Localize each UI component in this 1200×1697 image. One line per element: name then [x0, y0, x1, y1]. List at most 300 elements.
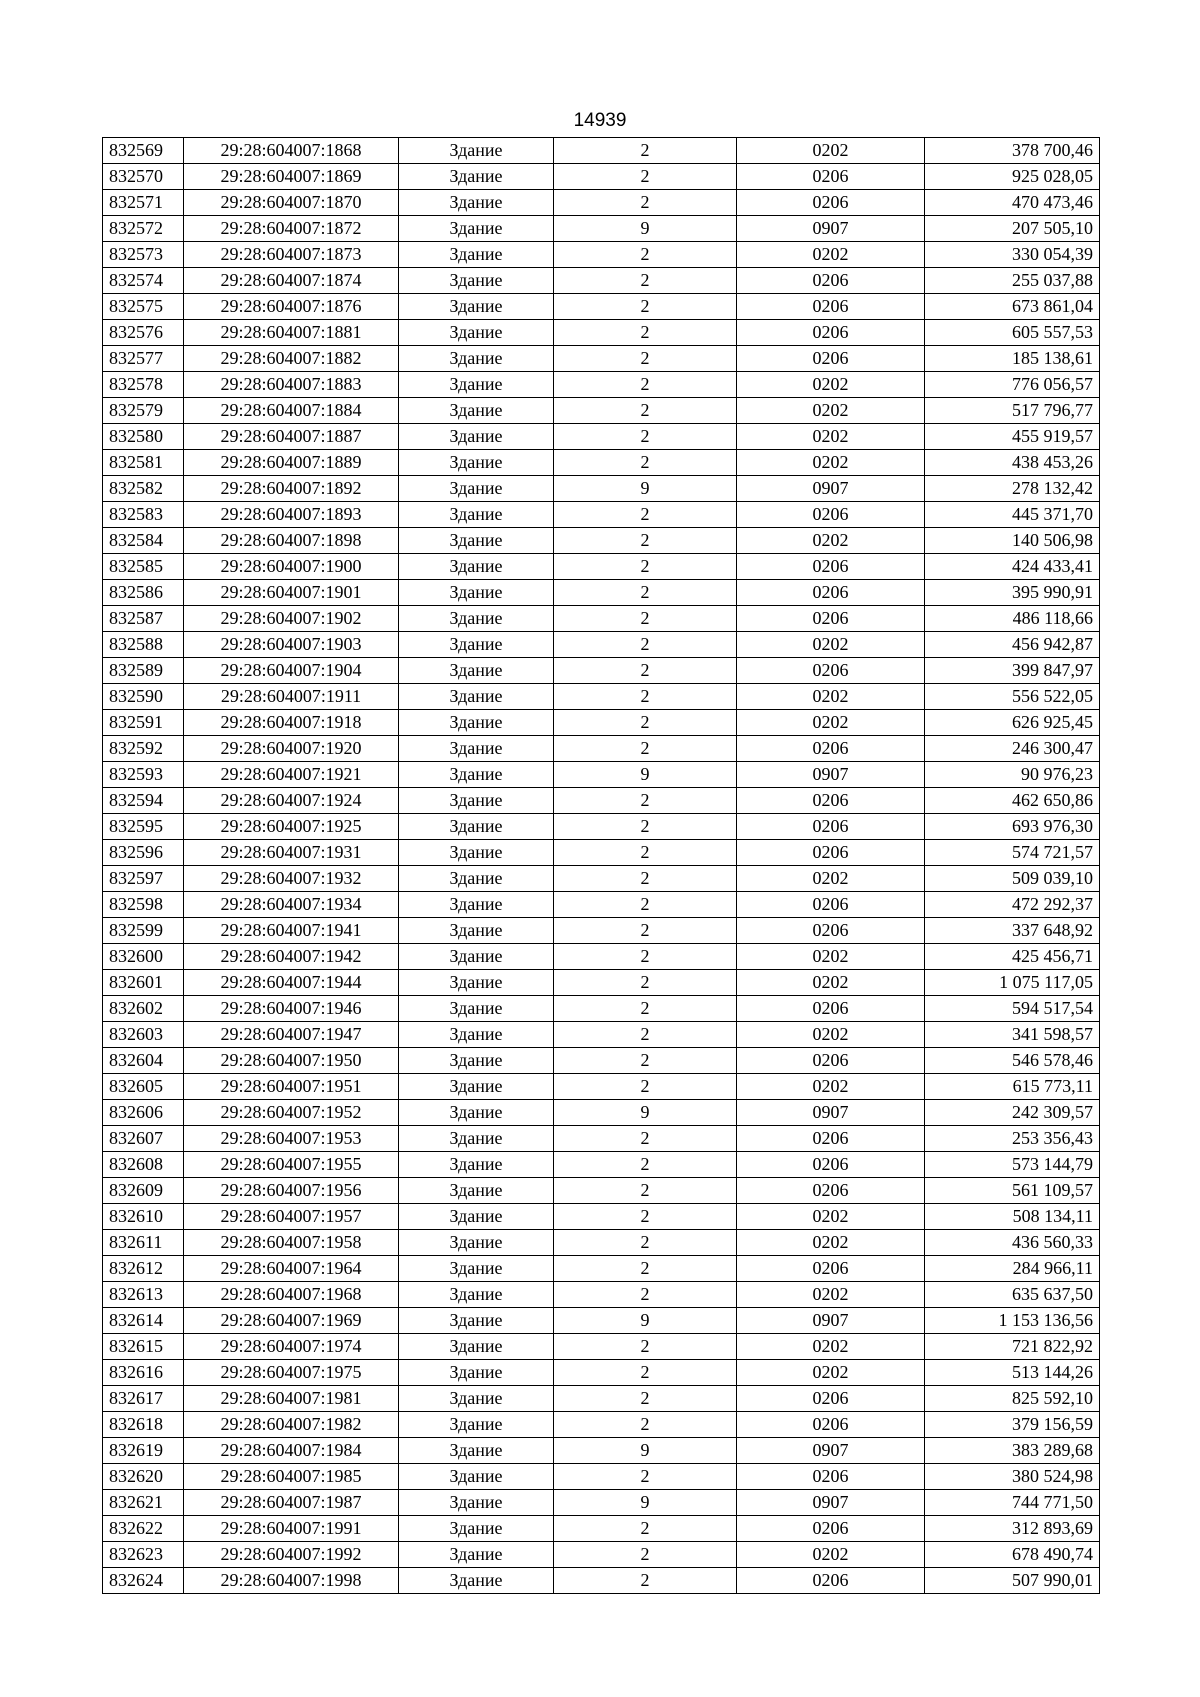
cadastral-value: 615 773,11	[925, 1074, 1100, 1100]
table-row	[103, 918, 1100, 944]
object-type: Здание	[399, 1334, 554, 1360]
row-number: 832590	[103, 684, 184, 710]
subgroup-code: 0206	[737, 164, 925, 190]
cadastral-value: 605 557,53	[925, 320, 1100, 346]
group-code: 2	[554, 1152, 737, 1178]
cadastral-number: 29:28:604007:1901	[184, 580, 399, 606]
cadastral-value: 246 300,47	[925, 736, 1100, 762]
cadastral-value: 556 522,05	[925, 684, 1100, 710]
subgroup-code: 0202	[737, 970, 925, 996]
table-row	[103, 606, 1100, 632]
subgroup-code: 0202	[737, 528, 925, 554]
object-type: Здание	[399, 1308, 554, 1334]
cadastral-value: 513 144,26	[925, 1360, 1100, 1386]
cadastral-value: 424 433,41	[925, 554, 1100, 580]
group-code: 2	[554, 1568, 737, 1594]
row-number: 832622	[103, 1516, 184, 1542]
cadastral-number: 29:28:604007:1893	[184, 502, 399, 528]
row-number: 832574	[103, 268, 184, 294]
row-number: 832580	[103, 424, 184, 450]
row-number: 832611	[103, 1230, 184, 1256]
table-row	[103, 814, 1100, 840]
cadastral-value: 470 473,46	[925, 190, 1100, 216]
row-number: 832589	[103, 658, 184, 684]
cadastral-number: 29:28:604007:1942	[184, 944, 399, 970]
group-code: 2	[554, 788, 737, 814]
object-type: Здание	[399, 554, 554, 580]
table-row	[103, 1308, 1100, 1334]
table-row	[103, 1178, 1100, 1204]
group-code: 9	[554, 1100, 737, 1126]
cadastral-number: 29:28:604007:1981	[184, 1386, 399, 1412]
table-row	[103, 1386, 1100, 1412]
object-type: Здание	[399, 1204, 554, 1230]
subgroup-code: 0206	[737, 1568, 925, 1594]
group-code: 2	[554, 398, 737, 424]
table-row	[103, 580, 1100, 606]
table-row	[103, 190, 1100, 216]
object-type: Здание	[399, 528, 554, 554]
cadastral-number: 29:28:604007:1902	[184, 606, 399, 632]
group-code: 2	[554, 1412, 737, 1438]
cadastral-number: 29:28:604007:1868	[184, 138, 399, 164]
group-code: 2	[554, 710, 737, 736]
object-type: Здание	[399, 372, 554, 398]
cadastral-number: 29:28:604007:1947	[184, 1022, 399, 1048]
subgroup-code: 0206	[737, 1048, 925, 1074]
object-type: Здание	[399, 866, 554, 892]
row-number: 832606	[103, 1100, 184, 1126]
object-type: Здание	[399, 164, 554, 190]
object-type: Здание	[399, 632, 554, 658]
cadastral-number: 29:28:604007:1924	[184, 788, 399, 814]
subgroup-code: 0206	[737, 294, 925, 320]
group-code: 2	[554, 632, 737, 658]
object-type: Здание	[399, 1360, 554, 1386]
cadastral-number: 29:28:604007:1968	[184, 1282, 399, 1308]
object-type: Здание	[399, 1490, 554, 1516]
cadastral-value: 438 453,26	[925, 450, 1100, 476]
row-number: 832576	[103, 320, 184, 346]
subgroup-code: 0206	[737, 606, 925, 632]
row-number: 832621	[103, 1490, 184, 1516]
cadastral-value: 635 637,50	[925, 1282, 1100, 1308]
row-number: 832620	[103, 1464, 184, 1490]
object-type: Здание	[399, 242, 554, 268]
table-row	[103, 840, 1100, 866]
group-code: 2	[554, 918, 737, 944]
row-number: 832616	[103, 1360, 184, 1386]
subgroup-code: 0206	[737, 580, 925, 606]
object-type: Здание	[399, 736, 554, 762]
subgroup-code: 0202	[737, 242, 925, 268]
table-row	[103, 1022, 1100, 1048]
table-row	[103, 1230, 1100, 1256]
group-code: 2	[554, 892, 737, 918]
subgroup-code: 0202	[737, 1334, 925, 1360]
cadastral-value: 1 153 136,56	[925, 1308, 1100, 1334]
object-type: Здание	[399, 1256, 554, 1282]
table-row	[103, 1282, 1100, 1308]
object-type: Здание	[399, 1178, 554, 1204]
cadastral-value: 486 118,66	[925, 606, 1100, 632]
subgroup-code: 0202	[737, 1230, 925, 1256]
object-type: Здание	[399, 450, 554, 476]
cadastral-value: 253 356,43	[925, 1126, 1100, 1152]
row-number: 832614	[103, 1308, 184, 1334]
subgroup-code: 0202	[737, 1282, 925, 1308]
cadastral-value: 721 822,92	[925, 1334, 1100, 1360]
object-type: Здание	[399, 1438, 554, 1464]
group-code: 2	[554, 1048, 737, 1074]
table-row	[103, 736, 1100, 762]
object-type: Здание	[399, 1152, 554, 1178]
row-number: 832594	[103, 788, 184, 814]
cadastral-number: 29:28:604007:1918	[184, 710, 399, 736]
subgroup-code: 0907	[737, 1438, 925, 1464]
subgroup-code: 0206	[737, 736, 925, 762]
table-row	[103, 138, 1100, 164]
object-type: Здание	[399, 1022, 554, 1048]
subgroup-code: 0907	[737, 1490, 925, 1516]
object-type: Здание	[399, 320, 554, 346]
cadastral-number: 29:28:604007:1964	[184, 1256, 399, 1282]
table-row	[103, 944, 1100, 970]
row-number: 832615	[103, 1334, 184, 1360]
cadastral-number: 29:28:604007:1941	[184, 918, 399, 944]
object-type: Здание	[399, 424, 554, 450]
table-row	[103, 684, 1100, 710]
cadastral-value: 380 524,98	[925, 1464, 1100, 1490]
group-code: 2	[554, 580, 737, 606]
table-row	[103, 554, 1100, 580]
object-type: Здание	[399, 1126, 554, 1152]
cadastral-value: 395 990,91	[925, 580, 1100, 606]
registry-table	[102, 137, 1100, 1594]
cadastral-value: 278 132,42	[925, 476, 1100, 502]
row-number: 832573	[103, 242, 184, 268]
subgroup-code: 0206	[737, 840, 925, 866]
object-type: Здание	[399, 1542, 554, 1568]
group-code: 2	[554, 970, 737, 996]
row-number: 832598	[103, 892, 184, 918]
subgroup-code: 0202	[737, 1542, 925, 1568]
cadastral-value: 379 156,59	[925, 1412, 1100, 1438]
subgroup-code: 0202	[737, 1022, 925, 1048]
subgroup-code: 0202	[737, 398, 925, 424]
cadastral-value: 445 371,70	[925, 502, 1100, 528]
group-code: 2	[554, 1230, 737, 1256]
table-row	[103, 1256, 1100, 1282]
subgroup-code: 0202	[737, 372, 925, 398]
cadastral-value: 399 847,97	[925, 658, 1100, 684]
row-number: 832586	[103, 580, 184, 606]
cadastral-number: 29:28:604007:1952	[184, 1100, 399, 1126]
group-code: 2	[554, 294, 737, 320]
table-row	[103, 1334, 1100, 1360]
table-row	[103, 476, 1100, 502]
object-type: Здание	[399, 580, 554, 606]
cadastral-number: 29:28:604007:1975	[184, 1360, 399, 1386]
table-row	[103, 216, 1100, 242]
row-number: 832608	[103, 1152, 184, 1178]
row-number: 832600	[103, 944, 184, 970]
group-code: 2	[554, 268, 737, 294]
cadastral-number: 29:28:604007:1987	[184, 1490, 399, 1516]
subgroup-code: 0202	[737, 632, 925, 658]
subgroup-code: 0206	[737, 502, 925, 528]
group-code: 2	[554, 658, 737, 684]
row-number: 832618	[103, 1412, 184, 1438]
group-code: 2	[554, 814, 737, 840]
cadastral-value: 90 976,23	[925, 762, 1100, 788]
subgroup-code: 0206	[737, 1516, 925, 1542]
cadastral-value: 185 138,61	[925, 346, 1100, 372]
group-code: 2	[554, 424, 737, 450]
table-row	[103, 1360, 1100, 1386]
table-row	[103, 242, 1100, 268]
cadastral-value: 255 037,88	[925, 268, 1100, 294]
cadastral-number: 29:28:604007:1969	[184, 1308, 399, 1334]
subgroup-code: 0206	[737, 788, 925, 814]
table-row	[103, 658, 1100, 684]
cadastral-value: 776 056,57	[925, 372, 1100, 398]
subgroup-code: 0907	[737, 1308, 925, 1334]
cadastral-value: 425 456,71	[925, 944, 1100, 970]
cadastral-value: 626 925,45	[925, 710, 1100, 736]
object-type: Здание	[399, 398, 554, 424]
row-number: 832588	[103, 632, 184, 658]
object-type: Здание	[399, 1282, 554, 1308]
subgroup-code: 0206	[737, 658, 925, 684]
table-row	[103, 1568, 1100, 1594]
table-row	[103, 164, 1100, 190]
cadastral-value: 472 292,37	[925, 892, 1100, 918]
subgroup-code: 0206	[737, 996, 925, 1022]
group-code: 2	[554, 1542, 737, 1568]
subgroup-code: 0206	[737, 268, 925, 294]
table-row	[103, 892, 1100, 918]
row-number: 832624	[103, 1568, 184, 1594]
table-row	[103, 970, 1100, 996]
object-type: Здание	[399, 1516, 554, 1542]
row-number: 832607	[103, 1126, 184, 1152]
object-type: Здание	[399, 502, 554, 528]
table-row	[103, 1542, 1100, 1568]
cadastral-number: 29:28:604007:1946	[184, 996, 399, 1022]
group-code: 9	[554, 1308, 737, 1334]
object-type: Здание	[399, 892, 554, 918]
row-number: 832591	[103, 710, 184, 736]
table-row	[103, 1100, 1100, 1126]
row-number: 832595	[103, 814, 184, 840]
cadastral-number: 29:28:604007:1870	[184, 190, 399, 216]
row-number: 832570	[103, 164, 184, 190]
table-row	[103, 294, 1100, 320]
cadastral-number: 29:28:604007:1974	[184, 1334, 399, 1360]
subgroup-code: 0202	[737, 1204, 925, 1230]
table-row	[103, 1048, 1100, 1074]
row-number: 832596	[103, 840, 184, 866]
cadastral-value: 693 976,30	[925, 814, 1100, 840]
group-code: 2	[554, 736, 737, 762]
subgroup-code: 0202	[737, 138, 925, 164]
table-row	[103, 450, 1100, 476]
cadastral-number: 29:28:604007:1984	[184, 1438, 399, 1464]
table-row	[103, 346, 1100, 372]
object-type: Здание	[399, 606, 554, 632]
object-type: Здание	[399, 1048, 554, 1074]
group-code: 9	[554, 762, 737, 788]
subgroup-code: 0206	[737, 320, 925, 346]
cadastral-value: 436 560,33	[925, 1230, 1100, 1256]
table-row	[103, 372, 1100, 398]
group-code: 2	[554, 450, 737, 476]
cadastral-number: 29:28:604007:1882	[184, 346, 399, 372]
group-code: 2	[554, 1282, 737, 1308]
cadastral-value: 508 134,11	[925, 1204, 1100, 1230]
cadastral-number: 29:28:604007:1944	[184, 970, 399, 996]
cadastral-value: 744 771,50	[925, 1490, 1100, 1516]
subgroup-code: 0202	[737, 450, 925, 476]
row-number: 832603	[103, 1022, 184, 1048]
group-code: 2	[554, 1126, 737, 1152]
subgroup-code: 0206	[737, 1386, 925, 1412]
row-number: 832619	[103, 1438, 184, 1464]
table-row	[103, 1490, 1100, 1516]
cadastral-number: 29:28:604007:1958	[184, 1230, 399, 1256]
row-number: 832583	[103, 502, 184, 528]
group-code: 2	[554, 684, 737, 710]
cadastral-value: 825 592,10	[925, 1386, 1100, 1412]
group-code: 2	[554, 1516, 737, 1542]
row-number: 832605	[103, 1074, 184, 1100]
cadastral-number: 29:28:604007:1889	[184, 450, 399, 476]
cadastral-number: 29:28:604007:1887	[184, 424, 399, 450]
row-number: 832592	[103, 736, 184, 762]
subgroup-code: 0206	[737, 1256, 925, 1282]
cadastral-number: 29:28:604007:1873	[184, 242, 399, 268]
table-row	[103, 320, 1100, 346]
subgroup-code: 0202	[737, 424, 925, 450]
group-code: 2	[554, 944, 737, 970]
cadastral-value: 312 893,69	[925, 1516, 1100, 1542]
object-type: Здание	[399, 1100, 554, 1126]
cadastral-number: 29:28:604007:1982	[184, 1412, 399, 1438]
object-type: Здание	[399, 138, 554, 164]
table-row	[103, 1204, 1100, 1230]
cadastral-number: 29:28:604007:1898	[184, 528, 399, 554]
row-number: 832612	[103, 1256, 184, 1282]
subgroup-code: 0206	[737, 554, 925, 580]
group-code: 2	[554, 138, 737, 164]
subgroup-code: 0202	[737, 1074, 925, 1100]
group-code: 2	[554, 1256, 737, 1282]
cadastral-number: 29:28:604007:1998	[184, 1568, 399, 1594]
group-code: 2	[554, 1204, 737, 1230]
cadastral-number: 29:28:604007:1900	[184, 554, 399, 580]
cadastral-number: 29:28:604007:1992	[184, 1542, 399, 1568]
object-type: Здание	[399, 970, 554, 996]
row-number: 832581	[103, 450, 184, 476]
group-code: 9	[554, 1490, 737, 1516]
group-code: 9	[554, 216, 737, 242]
registry-table-body	[103, 138, 1100, 1594]
object-type: Здание	[399, 1230, 554, 1256]
subgroup-code: 0206	[737, 1464, 925, 1490]
object-type: Здание	[399, 190, 554, 216]
cadastral-value: 509 039,10	[925, 866, 1100, 892]
cadastral-value: 242 309,57	[925, 1100, 1100, 1126]
row-number: 832584	[103, 528, 184, 554]
object-type: Здание	[399, 762, 554, 788]
table-row	[103, 788, 1100, 814]
subgroup-code: 0202	[737, 944, 925, 970]
table-row	[103, 398, 1100, 424]
cadastral-value: 383 289,68	[925, 1438, 1100, 1464]
subgroup-code: 0206	[737, 1126, 925, 1152]
object-type: Здание	[399, 658, 554, 684]
row-number: 832601	[103, 970, 184, 996]
subgroup-code: 0202	[737, 1360, 925, 1386]
object-type: Здание	[399, 1464, 554, 1490]
object-type: Здание	[399, 346, 554, 372]
cadastral-number: 29:28:604007:1932	[184, 866, 399, 892]
cadastral-number: 29:28:604007:1934	[184, 892, 399, 918]
cadastral-number: 29:28:604007:1920	[184, 736, 399, 762]
cadastral-number: 29:28:604007:1903	[184, 632, 399, 658]
table-row	[103, 1412, 1100, 1438]
group-code: 9	[554, 1438, 737, 1464]
cadastral-number: 29:28:604007:1985	[184, 1464, 399, 1490]
table-row	[103, 710, 1100, 736]
cadastral-number: 29:28:604007:1872	[184, 216, 399, 242]
group-code: 2	[554, 320, 737, 346]
cadastral-value: 546 578,46	[925, 1048, 1100, 1074]
subgroup-code: 0206	[737, 814, 925, 840]
subgroup-code: 0206	[737, 1412, 925, 1438]
object-type: Здание	[399, 216, 554, 242]
row-number: 832604	[103, 1048, 184, 1074]
cadastral-number: 29:28:604007:1892	[184, 476, 399, 502]
cadastral-value: 1 075 117,05	[925, 970, 1100, 996]
cadastral-number: 29:28:604007:1950	[184, 1048, 399, 1074]
subgroup-code: 0202	[737, 684, 925, 710]
object-type: Здание	[399, 268, 554, 294]
cadastral-value: 378 700,46	[925, 138, 1100, 164]
cadastral-number: 29:28:604007:1874	[184, 268, 399, 294]
object-type: Здание	[399, 684, 554, 710]
subgroup-code: 0206	[737, 918, 925, 944]
subgroup-code: 0202	[737, 866, 925, 892]
table-row	[103, 1152, 1100, 1178]
group-code: 2	[554, 372, 737, 398]
row-number: 832569	[103, 138, 184, 164]
cadastral-number: 29:28:604007:1957	[184, 1204, 399, 1230]
row-number: 832617	[103, 1386, 184, 1412]
object-type: Здание	[399, 476, 554, 502]
group-code: 2	[554, 528, 737, 554]
cadastral-number: 29:28:604007:1883	[184, 372, 399, 398]
object-type: Здание	[399, 788, 554, 814]
group-code: 2	[554, 190, 737, 216]
table-row	[103, 268, 1100, 294]
row-number: 832575	[103, 294, 184, 320]
row-number: 832610	[103, 1204, 184, 1230]
object-type: Здание	[399, 814, 554, 840]
cadastral-number: 29:28:604007:1991	[184, 1516, 399, 1542]
row-number: 832587	[103, 606, 184, 632]
